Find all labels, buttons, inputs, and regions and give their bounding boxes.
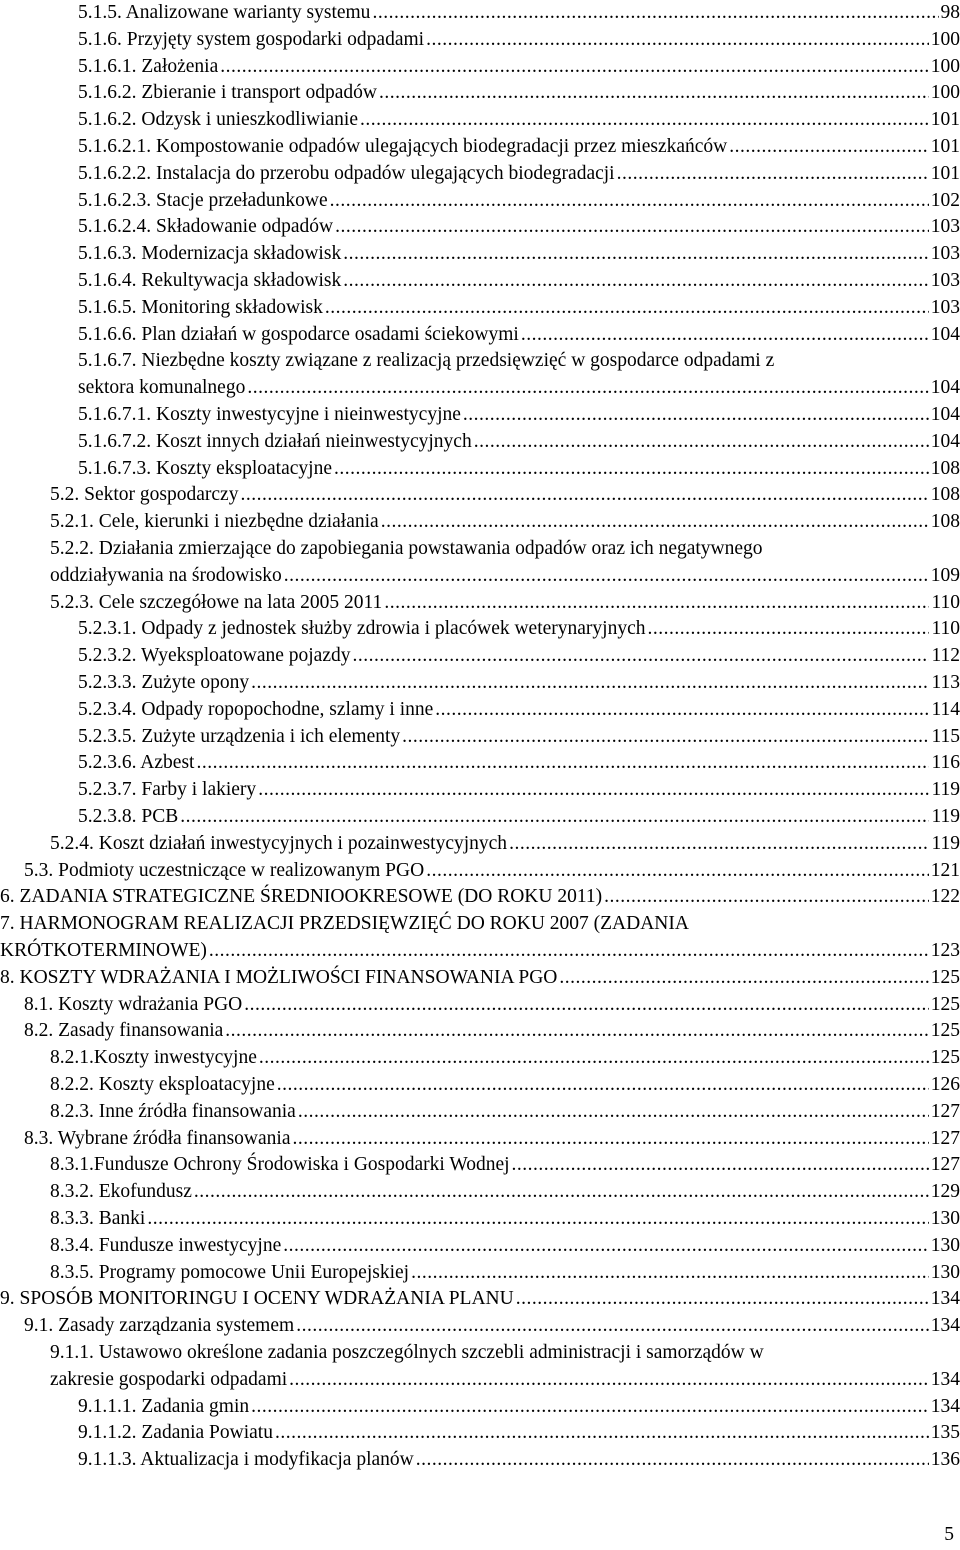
- leader-dots: [330, 188, 929, 215]
- toc-entry[interactable]: [0, 536, 960, 590]
- leader-dots: [298, 1099, 929, 1126]
- toc-entry[interactable]: [0, 616, 960, 643]
- leader-dots: [416, 1447, 929, 1474]
- leader-dots: [509, 831, 929, 858]
- leader-dots: [259, 1045, 929, 1072]
- toc-entry-title: 8.3.4. Fundusze inwestycyjne: [50, 1234, 282, 1256]
- leader-dots: [379, 80, 929, 107]
- toc-entry[interactable]: [0, 911, 960, 965]
- toc-entry-title-continuation: KRÓTKOTERMINOWE): [0, 939, 207, 961]
- toc-entry-title: 5.1.6.4. Rekultywacja składowisk: [78, 270, 342, 291]
- toc-entry-title-continuation: sektora komunalnego: [78, 377, 246, 399]
- toc-entry-title-continuation: zakresie gospodarki odpadami: [50, 1368, 288, 1390]
- leader-dots: [225, 1018, 928, 1045]
- toc-entry[interactable]: [0, 1206, 960, 1233]
- toc-entry-page: 100: [930, 55, 960, 77]
- toc-entry-title: 5.2.3.7. Farby i lakiery: [78, 779, 257, 801]
- leader-dots: [180, 804, 929, 831]
- toc-entry[interactable]: [0, 295, 960, 322]
- toc-entry-page: 115: [931, 725, 960, 747]
- leader-dots: [411, 1260, 929, 1287]
- leader-dots: [209, 938, 929, 965]
- toc-entry-title: 8.2. Zasady finansowania: [24, 1020, 224, 1042]
- toc-entry[interactable]: [0, 1420, 960, 1447]
- leader-dots: [275, 1420, 929, 1447]
- toc-entry[interactable]: [0, 1126, 960, 1153]
- toc-entry-page: 103: [930, 243, 960, 265]
- toc-entry-page: 125: [930, 993, 960, 1015]
- toc-entry-title: 5.2.4. Koszt działań inwestycyjnych i pozainwestycyjnych: [50, 832, 508, 854]
- leader-dots: [516, 1286, 929, 1313]
- leader-dots: [251, 1394, 929, 1421]
- toc-entry-title: 5.1.6.7.2. Koszt innych działań nieinwestycyjnych: [78, 430, 472, 452]
- toc-entry-page: 119: [931, 806, 960, 827]
- toc-entry-title: 5.1.6.7.3. Koszty eksploatacyjne: [78, 457, 332, 479]
- toc-entry-title: 8.3.1.Fundusze Ochrony Środowiska i Gospodarki Wodnej: [50, 1154, 510, 1176]
- toc-entry[interactable]: [0, 884, 960, 911]
- toc-entry-title: 5.1.6.2. Zbieranie i transport odpadów: [78, 82, 377, 104]
- toc-entry-title: 9.1. Zasady zarządzania systemem: [24, 1315, 295, 1337]
- toc-entry[interactable]: [0, 54, 960, 81]
- toc-entry-page: 122: [930, 886, 960, 908]
- leader-dots: [244, 992, 929, 1019]
- toc-entry[interactable]: [0, 590, 960, 617]
- toc-entry-title: 5.1.6.7. Niezbędne koszty związane z realizacją przedsięwzięć w gospodarce odpadami z: [78, 350, 775, 372]
- toc-entry[interactable]: [0, 1099, 960, 1126]
- toc-entry-title: 5.2.3.1. Odpady z jednostek służby zdrowia i placówek weterynaryjnych: [78, 618, 646, 640]
- toc-entry-page: 100: [930, 28, 960, 50]
- toc-entry[interactable]: [0, 107, 960, 134]
- leader-dots: [353, 643, 930, 670]
- toc-entry-page: 134: [930, 1315, 960, 1337]
- leader-dots: [283, 1233, 928, 1260]
- toc-entry-title: 9.1.1.3. Aktualizacja i modyfikacja planów: [78, 1449, 414, 1471]
- toc-entry-title: 5.2.3.4. Odpady ropopochodne, szlamy i inne: [78, 698, 434, 720]
- toc-entry-page: 104: [930, 323, 960, 345]
- toc-entry-page: 101: [930, 136, 960, 157]
- toc-entry-page: 114: [931, 698, 960, 720]
- toc-entry-page: 113: [931, 672, 960, 693]
- toc-entry[interactable]: [0, 1233, 960, 1260]
- toc-entry-title: 5.1.6.2.2. Instalacja do przerobu odpadów ulegających biodegradacji: [78, 162, 615, 184]
- toc-entry-title: 9. SPOSÓB MONITORINGU I OCENY WDRAŻANIA PLANU: [0, 1288, 514, 1310]
- toc-entry[interactable]: [0, 402, 960, 429]
- toc-entry[interactable]: [0, 134, 960, 161]
- leader-dots: [220, 54, 929, 81]
- toc-entry-title: 5.1.6.7.1. Koszty inwestycyjne i nieinwestycyjne: [78, 404, 461, 425]
- toc-entry-page: 130: [930, 1234, 960, 1256]
- leader-dots: [343, 268, 929, 295]
- toc-entry[interactable]: [0, 643, 960, 670]
- toc-entry[interactable]: [0, 1072, 960, 1099]
- toc-entry[interactable]: [0, 1313, 960, 1340]
- toc-entry-page: 123: [930, 939, 960, 961]
- toc-entry-page: 103: [930, 296, 960, 318]
- toc-entry-title: 5.2. Sektor gospodarczy: [50, 484, 239, 506]
- toc-entry-page: 108: [930, 484, 960, 506]
- leader-dots: [463, 402, 929, 429]
- toc-entry-page: 108: [930, 511, 960, 533]
- toc-entry-title: 5.1.6.1. Założenia: [78, 55, 219, 77]
- leader-dots: [384, 590, 929, 617]
- toc-entry[interactable]: [0, 831, 960, 858]
- leader-dots: [435, 697, 929, 724]
- toc-entry[interactable]: [0, 1045, 960, 1072]
- toc-entry-page: 102: [930, 189, 960, 211]
- leader-dots: [284, 563, 929, 590]
- toc-entry[interactable]: [0, 27, 960, 54]
- leader-dots: [617, 161, 929, 188]
- toc-entry-title: 5.2.3.6. Azbest: [78, 752, 195, 774]
- toc-entry[interactable]: [0, 697, 960, 724]
- leader-dots: [648, 616, 930, 643]
- toc-entry-page: 126: [930, 1074, 960, 1095]
- toc-entry-page: 112: [931, 645, 960, 667]
- toc-entry-title: 8.3.3. Banki: [50, 1208, 146, 1229]
- toc-entry[interactable]: [0, 670, 960, 697]
- leader-dots: [194, 1179, 929, 1206]
- toc-entry-page: 101: [930, 109, 960, 131]
- toc-entry-page: 134: [930, 1288, 960, 1310]
- toc-entry[interactable]: [0, 1286, 960, 1313]
- leader-dots: [521, 322, 929, 349]
- toc-entry[interactable]: [0, 1340, 960, 1394]
- leader-dots: [293, 1126, 929, 1153]
- toc-entry-page: 129: [930, 1181, 960, 1203]
- toc-entry-title: 5.1.5. Analizowane warianty systemu: [78, 2, 371, 23]
- toc-entry[interactable]: [0, 188, 960, 215]
- toc-entry[interactable]: [0, 429, 960, 456]
- toc-entry-title: 5.1.6.6. Plan działań w gospodarce osadami ściekowymi: [78, 323, 519, 345]
- toc-entry-title: 5.2.3.8. PCB: [78, 806, 179, 827]
- toc-entry-page: 127: [930, 1154, 960, 1176]
- leader-dots: [240, 482, 928, 509]
- toc-entry-page: 125: [930, 966, 960, 988]
- toc-entry-title: 5.2.3.5. Zużyte urządzenia i ich elementy: [78, 725, 401, 747]
- leader-dots: [258, 777, 929, 804]
- leader-dots: [335, 214, 929, 241]
- toc-entry-title: 5.1.6. Przyjęty system gospodarki odpadami: [78, 28, 425, 50]
- toc-entry-title: 5.1.6.3. Modernizacja składowisk: [78, 243, 342, 265]
- leader-dots: [251, 670, 929, 697]
- toc-entry[interactable]: [0, 1394, 960, 1421]
- leader-dots: [147, 1206, 928, 1233]
- toc-entry-title: 8.3.2. Ekofundusz: [50, 1181, 192, 1203]
- toc-entry-title: 5.1.6.2.1. Kompostowanie odpadów ulegających biodegradacji przez mieszkańców: [78, 136, 728, 157]
- toc-entry-page: 125: [930, 1047, 960, 1069]
- leader-dots: [343, 241, 929, 268]
- leader-dots: [289, 1367, 929, 1394]
- leader-dots: [474, 429, 929, 456]
- toc-entry[interactable]: [0, 0, 960, 27]
- toc-entry-page: 103: [930, 270, 960, 291]
- toc-entry-page: 125: [930, 1020, 960, 1042]
- toc-entry-page: 134: [930, 1368, 960, 1390]
- toc-entry-page: 136: [930, 1449, 960, 1471]
- toc-entry-title: 5.2.1. Cele, kierunki i niezbędne działania: [50, 511, 379, 533]
- toc-entry[interactable]: [0, 1260, 960, 1287]
- leader-dots: [426, 858, 929, 885]
- toc-entry-page: 127: [930, 1127, 960, 1149]
- toc-entry[interactable]: [0, 214, 960, 241]
- toc-entry[interactable]: [0, 750, 960, 777]
- leader-dots: [512, 1152, 929, 1179]
- toc-entry[interactable]: [0, 348, 960, 402]
- toc-entry[interactable]: [0, 858, 960, 885]
- toc-entry-page: 103: [930, 216, 960, 238]
- toc-entry[interactable]: [0, 161, 960, 188]
- toc-entry[interactable]: [0, 1179, 960, 1206]
- toc-entry[interactable]: [0, 724, 960, 751]
- toc-entry[interactable]: [0, 482, 960, 509]
- toc-entry[interactable]: [0, 241, 960, 268]
- toc-entry-title: 8.2.3. Inne źródła finansowania: [50, 1100, 296, 1122]
- leader-dots: [426, 27, 929, 54]
- toc-entry-title: 5.2.3.3. Zużyte opony: [78, 672, 250, 693]
- leader-dots: [372, 0, 938, 27]
- leader-dots: [296, 1313, 929, 1340]
- page-number: 5: [944, 1524, 954, 1545]
- toc-entry-title: 9.1.1.2. Zadania Powiatu: [78, 1422, 273, 1444]
- leader-dots: [196, 750, 929, 777]
- toc-entry-title: 8.3.5. Programy pomocowe Unii Europejskiej: [50, 1261, 410, 1283]
- toc-entry-page: 108: [930, 457, 960, 479]
- toc-entry-page: 101: [930, 162, 960, 184]
- toc-entry-title: 9.1.1.1. Zadania gmin: [78, 1395, 250, 1417]
- toc-entry-title: 8. KOSZTY WDRAŻANIA I MOŻLIWOŚCI FINANSOWANIA PGO: [0, 966, 558, 988]
- toc-entry[interactable]: [0, 1152, 960, 1179]
- leader-dots: [277, 1072, 929, 1099]
- toc-entry-page: 127: [930, 1100, 960, 1122]
- toc-entry-title-continuation: oddziaływania na środowisko: [50, 564, 282, 586]
- toc-entry[interactable]: [0, 509, 960, 536]
- toc-entry-title: 5.3. Podmioty uczestniczące w realizowanym PGO: [24, 859, 425, 881]
- toc-entry-page: 116: [931, 752, 960, 774]
- toc-entry-title: 8.3. Wybrane źródła finansowania: [24, 1127, 291, 1149]
- toc-entry-page: 104: [930, 430, 960, 452]
- toc-entry-page: 109: [930, 564, 960, 586]
- toc-entry-page: 119: [931, 832, 960, 854]
- toc-entry-title: 7. HARMONOGRAM REALIZACJI PRZEDSIĘWZIĘĆ DO ROKU 2007 (ZADANIA: [0, 913, 689, 935]
- leader-dots: [325, 295, 929, 322]
- leader-dots: [729, 134, 929, 161]
- toc-entry-page: 110: [931, 591, 960, 613]
- leader-dots: [360, 107, 929, 134]
- toc-entry-title: 5.2.3. Cele szczegółowe na lata 2005 2011: [50, 591, 383, 613]
- toc-entry-title: 5.1.6.2.3. Stacje przeładunkowe: [78, 189, 328, 211]
- toc-entry[interactable]: [0, 1018, 960, 1045]
- toc-entry[interactable]: [0, 322, 960, 349]
- toc-entry[interactable]: [0, 992, 960, 1019]
- toc-entry-title: 5.2.2. Działania zmierzające do zapobiegania powstawania odpadów oraz ich negatywnego: [50, 538, 763, 559]
- leader-dots: [559, 965, 928, 992]
- toc-entry-title: 5.1.6.5. Monitoring składowisk: [78, 296, 323, 318]
- toc-entry-title: 8.2.1.Koszty inwestycyjne: [50, 1047, 257, 1069]
- toc-entry-title: 5.1.6.2. Odzysk i unieszkodliwianie: [78, 109, 358, 131]
- toc-entry-page: 110: [931, 618, 960, 640]
- toc-entry-title: 5.2.3.2. Wyeksploatowane pojazdy: [78, 645, 351, 667]
- toc-entry[interactable]: [0, 268, 960, 295]
- toc-entry-page: 104: [930, 377, 960, 399]
- toc-entry-page: 119: [931, 779, 960, 801]
- toc-entry-page: 130: [930, 1261, 960, 1283]
- toc-entry-page: 130: [930, 1208, 960, 1229]
- toc-entry[interactable]: [0, 1447, 960, 1474]
- toc-entry-page: 100: [930, 82, 960, 104]
- toc-entry[interactable]: [0, 456, 960, 483]
- leader-dots: [381, 509, 929, 536]
- toc-entry-title: 5.1.6.2.4. Składowanie odpadów: [78, 216, 334, 238]
- toc-entry-title: 6. ZADANIA STRATEGICZNE ŚREDNIOOKRESOWE (DO ROKU 2011): [0, 886, 603, 908]
- toc-entry-title: 8.2.2. Koszty eksploatacyjne: [50, 1074, 275, 1095]
- leader-dots: [604, 884, 929, 911]
- toc-entry-title: 8.1. Koszty wdrażania PGO: [24, 993, 243, 1015]
- leader-dots: [334, 456, 929, 483]
- toc-entry[interactable]: [0, 777, 960, 804]
- leader-dots: [247, 375, 928, 402]
- toc-entry-page: 98: [940, 2, 960, 23]
- toc-entry[interactable]: [0, 965, 960, 992]
- toc-entry-page: 135: [930, 1422, 960, 1444]
- leader-dots: [402, 724, 929, 751]
- toc-entry-page: 121: [930, 859, 960, 881]
- toc-entry[interactable]: [0, 804, 960, 831]
- toc-entry[interactable]: [0, 80, 960, 107]
- toc-entry-page: 104: [930, 404, 960, 425]
- toc-entry-page: 134: [930, 1395, 960, 1417]
- toc-entry-title: 9.1.1. Ustawowo określone zadania poszczególnych szczebli administracji i samorządów w: [50, 1342, 764, 1363]
